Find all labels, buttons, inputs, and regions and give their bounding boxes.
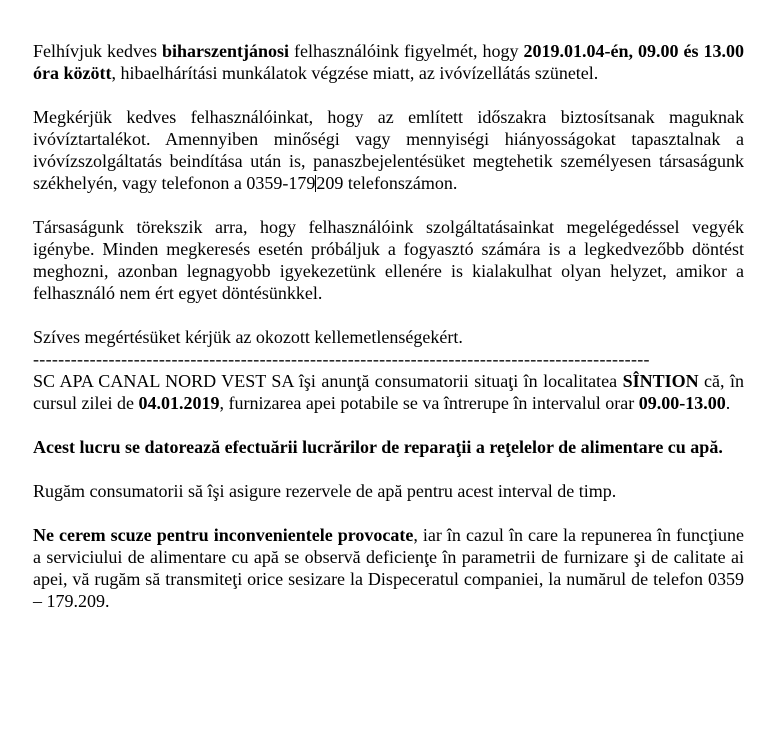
hu-p2-text-1: 209 telefonszámon. [316, 173, 458, 193]
ro-p1-date: 04.01.2019 [138, 393, 220, 413]
hu-p1-text-0: Felhívjuk kedves [33, 41, 162, 61]
hu-p1-text-1: felhasználóink figyelmét, hogy [289, 41, 524, 61]
ro-paragraph-2 [33, 436, 744, 458]
hu-p1-text-2: , hibaelhárítási munkálatok végzése miatt, az ivóvízellátás szünetel. [111, 63, 599, 83]
ro-p1-locality: SÎNTION [622, 371, 699, 391]
hu-p2-text-0: Megkérjük kedves felhasználóinkat, hogy az említett időszakra biztosítsanak maguknak ivóvíztartalékot. Amennyiben minőségi vagy mennyiségi hiányosságokat tapasztalnak a ivóvízszolgáltatás beindítása után is, panaszbejelentésüket megtehetik személyesen társaságunk székhelyén, vagy telefonon a 0359-179 [33, 107, 744, 193]
hu-p1-locality: biharszentjánosi [162, 41, 290, 61]
ro-paragraph-1 [33, 370, 744, 414]
ro-p1-text-3: . [725, 393, 731, 413]
ro-paragraph-3: Rugăm consumatorii să îşi asigure rezervele de apă pentru acest interval de timp. [33, 481, 617, 501]
hu-paragraph-3: Társaságunk törekszik arra, hogy felhasználóink szolgáltatásainkat megelégedéssel vegyék igénybe. Minden megkeresés esetén próbáljuk a fogyasztó számára is a legkedvezőbb döntést meghozni, azonban legnagyobb igyekezetünk ellenére is kialakulhat olyan helyzet, amikor a felhasználó nem ért egyet döntésünkkel. [33, 217, 744, 303]
hu-p1-date-time: 2019.01.04-én, 09.00 és 13.00 óra között [33, 41, 744, 83]
ro-p2-bold-text: Acest lucru se datorează efectuării lucrărilor de reparaţii a reţelelor de alimentare cu apă. [33, 437, 723, 457]
ro-p4-text-0: , iar în cazul în care la repunerea în funcţiune a serviciului de alimentare cu apă se observă deficienţe în parametrii de furnizare şi de calitate ai apei, vă rugăm să transmiteţi orice sesizare la Dispeceratul companiei, la numărul de telefon 0359 – 179.209. [33, 525, 744, 611]
hu-paragraph-4: Szíves megértésüket kérjük az okozott kellemetlenségekért. [33, 327, 463, 347]
hu-paragraph-1 [33, 40, 744, 84]
document [33, 40, 744, 612]
ro-paragraph-4 [33, 524, 744, 612]
ro-p4-apology: Ne cerem scuze pentru inconvenientele provocate [33, 525, 414, 545]
hu-paragraph-2 [33, 106, 744, 194]
ro-p1-text-1: că, în cursul zilei de [33, 371, 744, 413]
ro-p1-text-2: , furnizarea apei potabile se va întrerupe în intervalul orar [219, 393, 639, 413]
ro-p1-time-interval: 09.00-13.00 [638, 393, 726, 413]
ro-p1-text-0: SC APA CANAL NORD VEST SA îşi anunţă consumatorii situaţi în localitatea [33, 371, 623, 391]
section-separator: -------------------------------------------------------------------------------------------------- [33, 349, 650, 369]
